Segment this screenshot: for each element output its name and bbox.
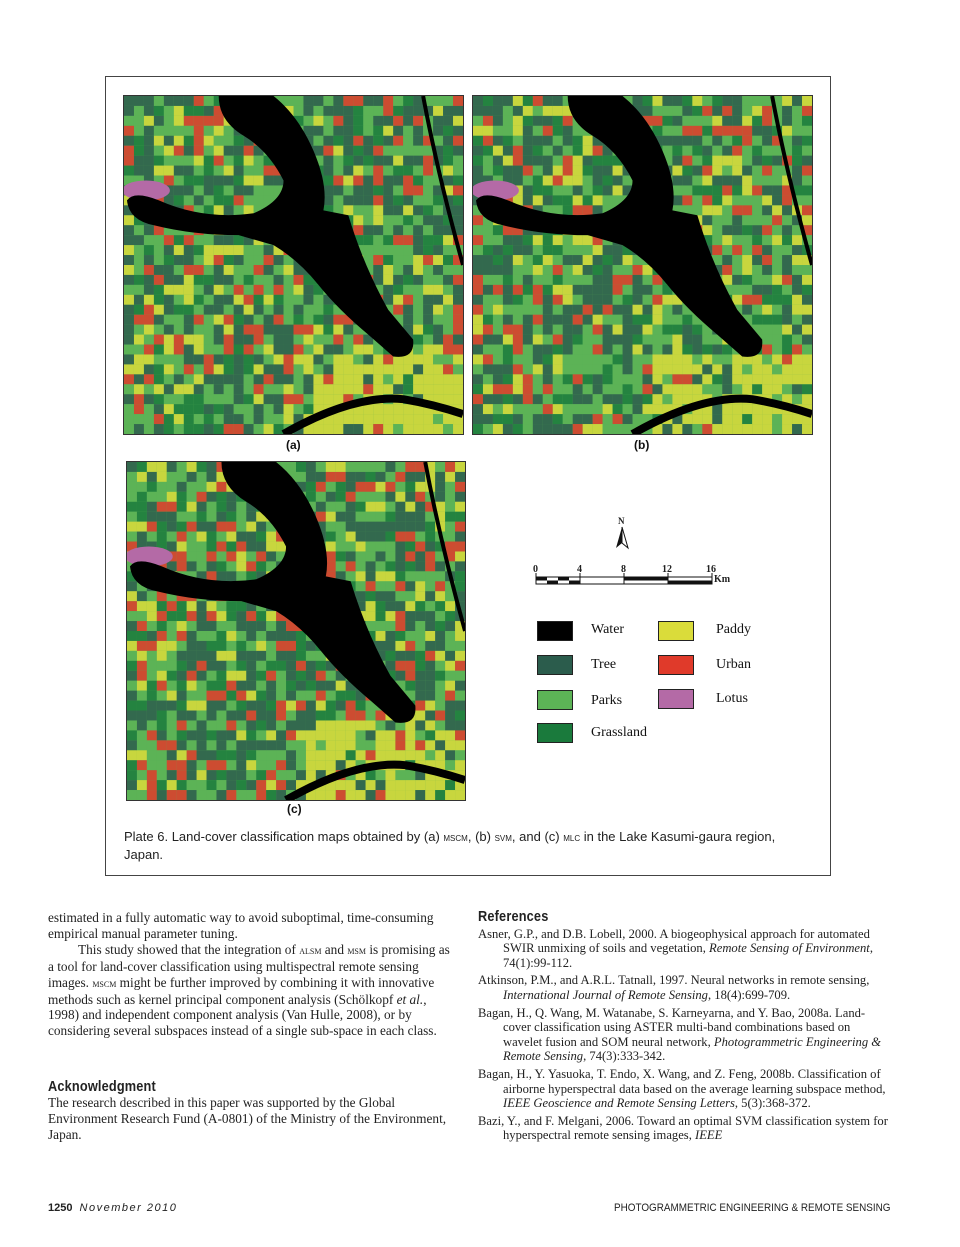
reference-item: Bazi, Y., and F. Melgani, 2006. Toward an optimal SVM classification system for hyperspectral remote sensing images, IEEE bbox=[478, 1113, 888, 1143]
references-heading: References bbox=[478, 908, 549, 925]
references-column bbox=[478, 910, 890, 1146]
legend-label-lotus: Lotus bbox=[716, 691, 748, 706]
panel-label-b: (b) bbox=[634, 438, 650, 452]
legend-swatch-tree bbox=[537, 655, 573, 675]
north-label: N bbox=[618, 516, 625, 526]
acknowledgment-heading: Acknowledgment bbox=[48, 1078, 156, 1096]
legend-label-water: Water bbox=[591, 622, 625, 637]
legend-swatch-grassland bbox=[537, 723, 573, 743]
legend-label-parks: Parks bbox=[591, 693, 623, 708]
legend-label-paddy: Paddy bbox=[716, 622, 751, 637]
panel-label-a: (a) bbox=[286, 438, 301, 452]
scale-tick-4: 4 bbox=[577, 564, 582, 575]
acknowledgment-text: The research described in this paper was supported by the Global Environment Research Fund (A-0801) of the Ministry of the Environment, Japan. bbox=[48, 1095, 447, 1142]
land-cover-map-c bbox=[127, 462, 465, 800]
reference-item: Bagan, H., Y. Yasuoka, T. Endo, X. Wang, and Z. Feng, 2008b. Classification of airborne hyperspectral data based on the average learning subspace method, IEEE Geoscience and Remote Sensing Letters, 5(3):368-372. bbox=[478, 1066, 886, 1111]
plate-caption: Plate 6. Land-cover classification maps obtained by (a) mscm, (b) svm, and (c) mlc in the Lake Kasumi-gaura region, Japan. bbox=[124, 829, 776, 862]
land-cover-map-a bbox=[124, 96, 463, 434]
legend-label-grassland: Grassland bbox=[591, 725, 647, 740]
journal-name: PHOTOGRAMMETRIC ENGINEERING & REMOTE SENSING bbox=[614, 1202, 891, 1214]
scale-tick-12: 12 bbox=[662, 564, 672, 575]
legend-label-urban: Urban bbox=[716, 657, 751, 672]
left-column bbox=[48, 910, 458, 1143]
footer-left bbox=[48, 1202, 177, 1214]
scale-tick-8: 8 bbox=[621, 564, 626, 575]
legend-swatch-lotus bbox=[658, 689, 694, 709]
north-arrow bbox=[612, 516, 632, 550]
reference-item: Bagan, H., Q. Wang, M. Watanabe, S. Karneyarna, and Y. Bao, 2008a. Land-cover classification using ASTER multi-band combinations based on wavelet fusion and SOM neural network, Photogrammetric Engineering & Remote Sensing, 74(3):333-342. bbox=[478, 1005, 882, 1064]
north-arrow-icon bbox=[612, 526, 632, 552]
legend-swatch-paddy bbox=[658, 621, 694, 641]
map-panel-a bbox=[123, 95, 464, 435]
body-paragraph-1: estimated in a fully automatic way to avoid suboptimal, time-consuming empirical manual parameter tuning. bbox=[48, 910, 434, 941]
reference-item: Asner, G.P., and D.B. Lobell, 2000. A biogeophysical approach for automated SWIR unmixing of soils and vegetation, Remote Sensing of Environment, 74(1):99-112. bbox=[478, 926, 873, 970]
page-number: 1250 bbox=[48, 1202, 73, 1214]
map-panel-b bbox=[472, 95, 813, 435]
land-cover-map-b bbox=[473, 96, 812, 434]
body-paragraph-2: This study showed that the integration of alsm and msm is promising as a tool for land-cover classification using multispectral remote sensing images. mscm might be further improved by combining it with innovative methods such as kernel principal component analysis (Schölkopf et al., 1998) and independent component analysis (Van Hulle, 2008), or by considering several subspaces instead of a single sub-space in each class. bbox=[48, 941, 450, 1039]
legend-swatch-urban bbox=[658, 655, 694, 675]
scale-unit: Km bbox=[714, 574, 731, 585]
legend-swatch-water bbox=[537, 621, 573, 641]
legend-label-tree: Tree bbox=[591, 657, 617, 672]
scale-tick-0: 0 bbox=[533, 564, 538, 575]
map-panel-c bbox=[126, 461, 466, 801]
panel-label-c: (c) bbox=[287, 802, 302, 816]
reference-item: Atkinson, P.M., and A.R.L. Tatnall, 1997. Neural networks in remote sensing, International Journal of Remote Sensing, 18(4):699-709. bbox=[478, 973, 870, 1002]
scale-bar bbox=[530, 565, 750, 589]
scale-tick-16: 16 bbox=[706, 564, 716, 575]
legend-swatch-parks bbox=[537, 690, 573, 710]
issue-date: November 2010 bbox=[79, 1202, 178, 1214]
